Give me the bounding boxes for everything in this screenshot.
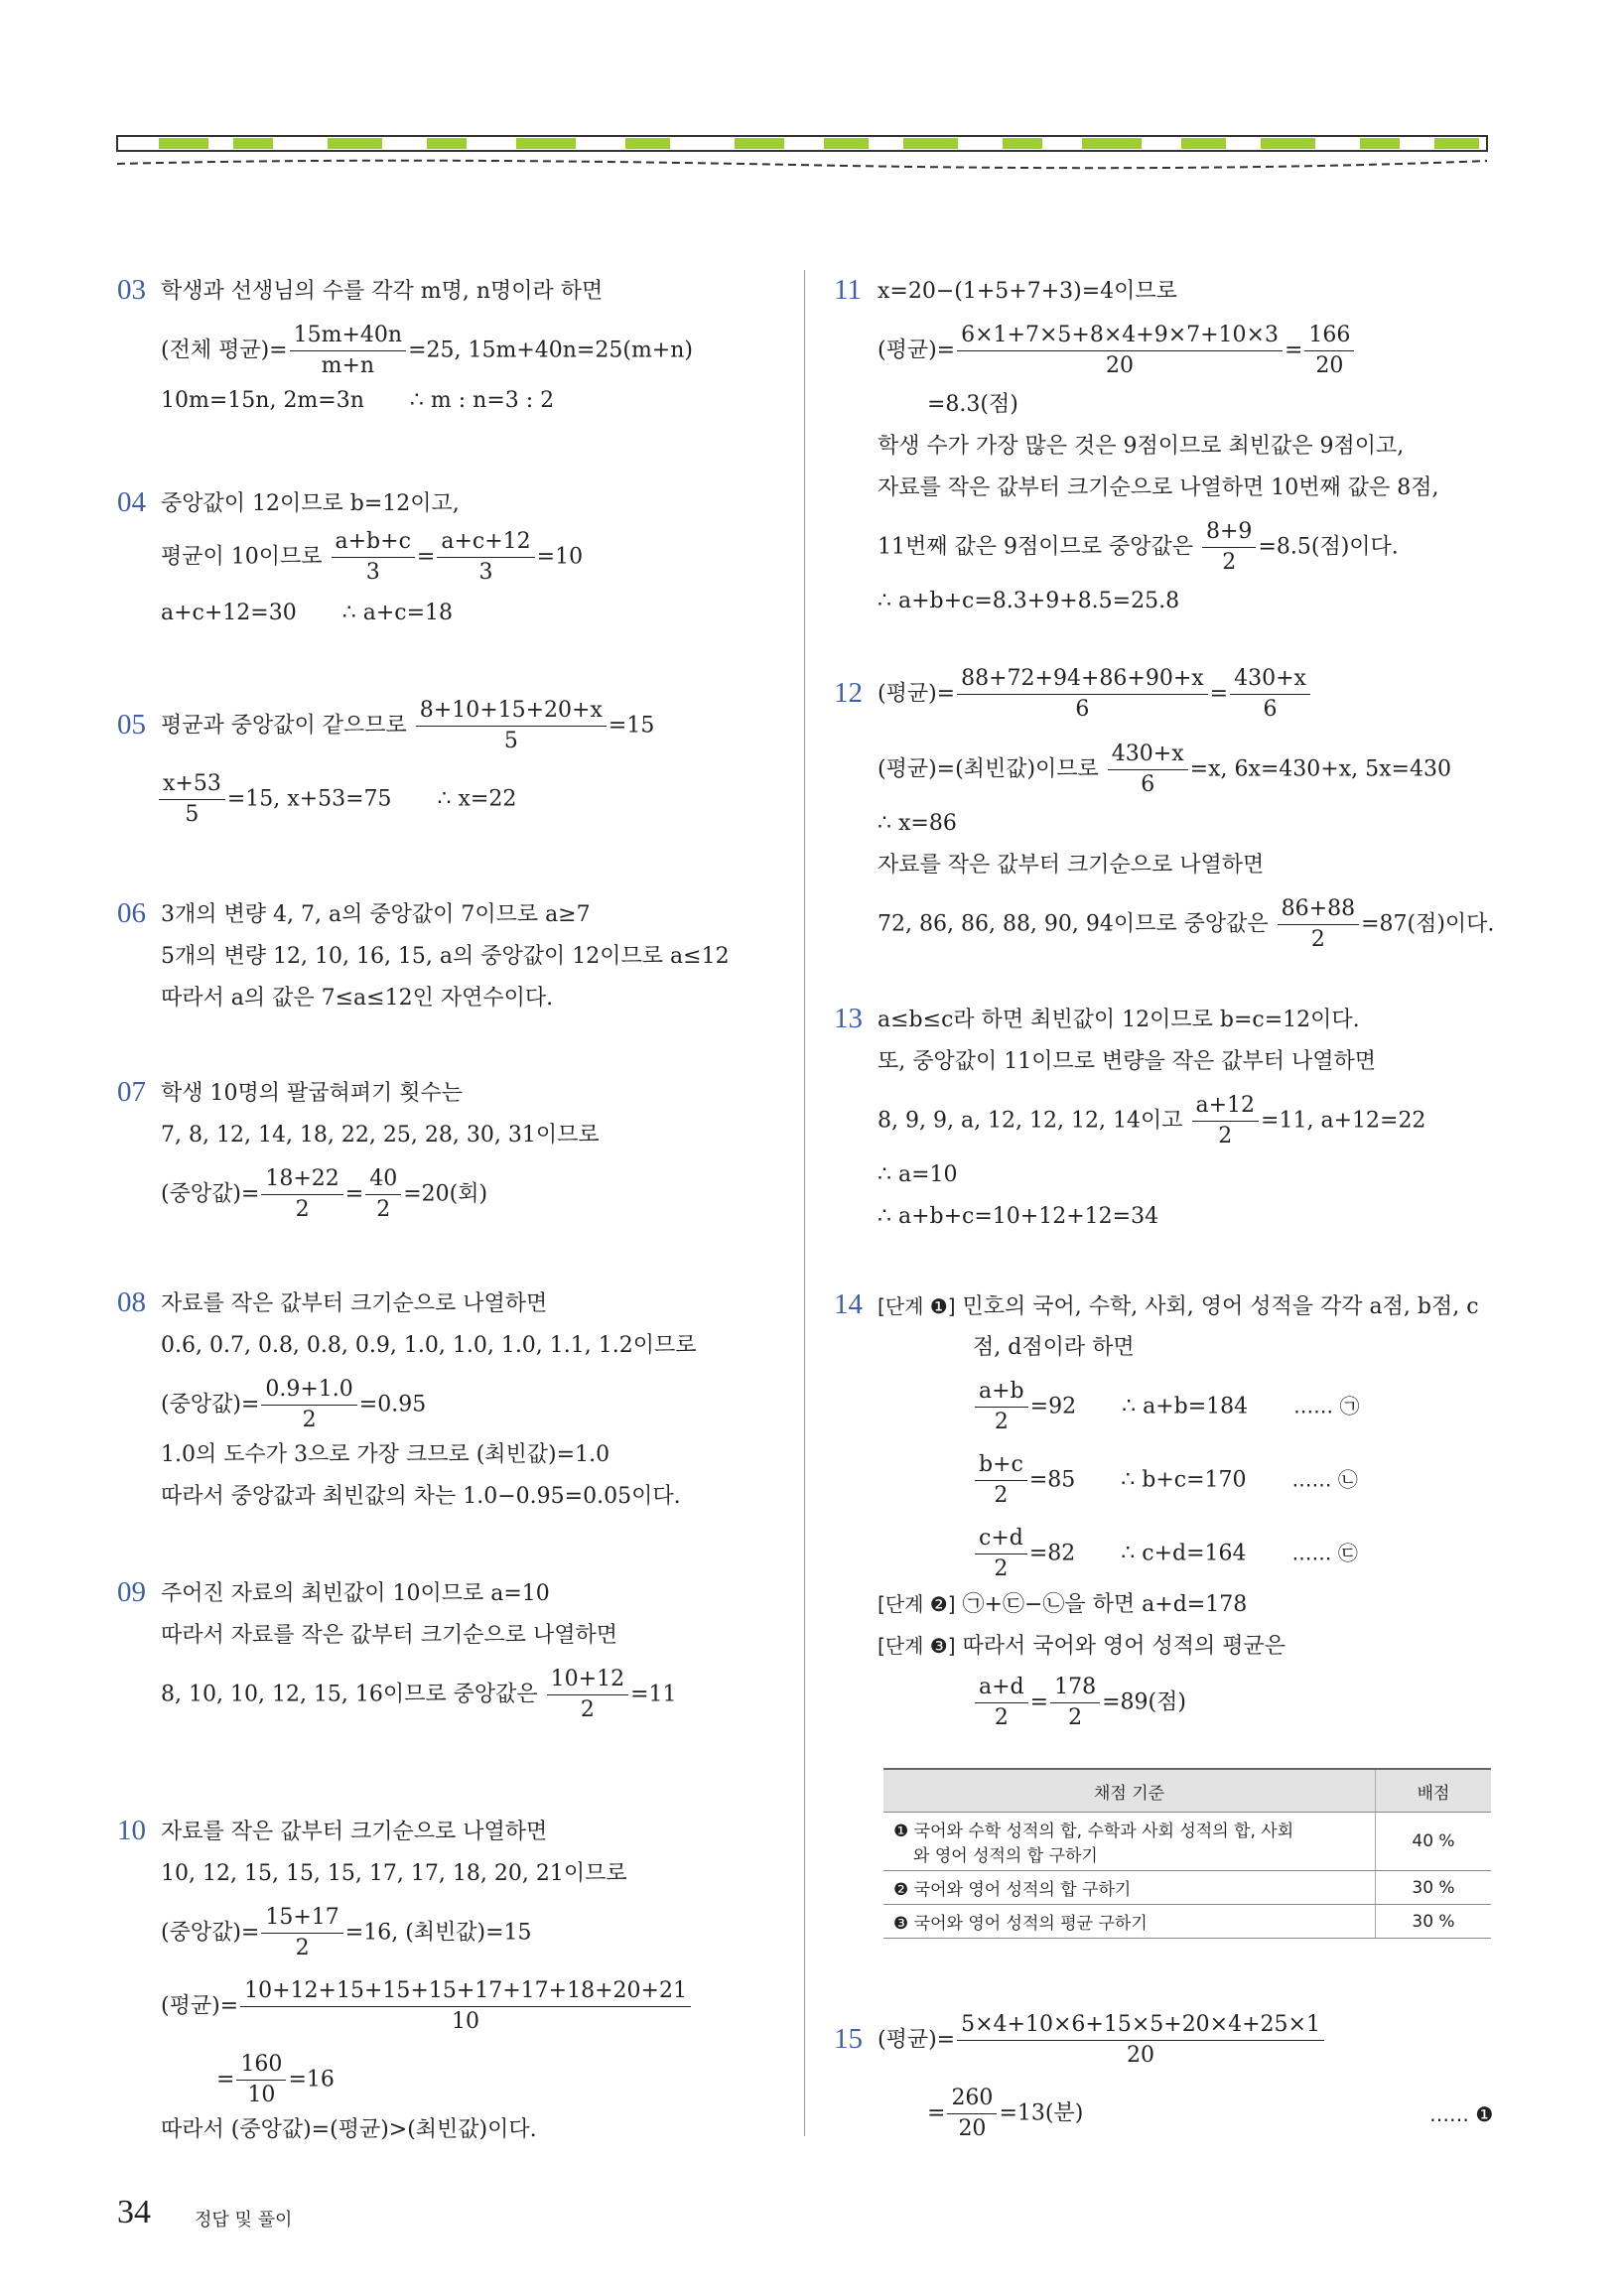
problem-number: 11	[834, 274, 862, 306]
solution-line: 학생과 선생님의 수를 각각 m명, n명이라 하면	[161, 279, 604, 304]
table-header-row	[883, 1769, 1491, 1813]
fraction: $\frac{430+x}{6}$	[1230, 665, 1310, 724]
fraction: $\frac{15m+40n}{m+n}$	[290, 322, 406, 380]
table-row	[883, 1871, 1491, 1905]
solution-line: 자료를 작은 값부터 크기순으로 나열하면 10번째 값은 8점,	[878, 475, 1439, 500]
problem-number: 14	[834, 1288, 863, 1320]
problem-number: 06	[117, 897, 146, 929]
table-row	[883, 1813, 1491, 1871]
solution-line: $\frac{a+b}{2}$ =92 ∴ a+b=184 …… ㉠	[973, 1378, 1360, 1436]
fraction: $\frac{430+x}{6}$	[1108, 741, 1188, 799]
solution-line: =8.3(점)	[927, 392, 1018, 417]
fraction: $\frac{10+12}{2}$	[547, 1666, 628, 1724]
problem-number: 13	[834, 1003, 863, 1034]
solution-line: (평균)= $\frac{10+12+15+15+15+17+17+18+20+21}{10}$	[161, 1977, 693, 2036]
solution-line: ∴ a=10	[878, 1162, 958, 1187]
solution-line: (전체 평균)= $\frac{15m+40n}{m+n}$ =25, 15m+40n=25(m+n)	[161, 323, 693, 378]
criteria-cell: ❶ 국어와 수학 성적의 합, 수학과 사회 성적의 합, 사회 와 영어 성적의 합 구하기	[883, 1813, 1376, 1871]
fraction: $\frac{x+53}{5}$	[159, 770, 225, 829]
solution-line: 10m=15n, 2m=3n ∴ m : n=3 : 2	[161, 388, 555, 413]
table-row	[883, 1905, 1491, 1939]
solution-line: 학생 수가 가장 많은 것은 9점이므로 최빈값은 9점이고,	[878, 434, 1405, 459]
criteria-cell: ❷ 국어와 영어 성적의 합 구하기	[883, 1871, 1376, 1905]
solution-line: [단계 ❷] ㉠+㉢−㉡을 하면 a+d=178	[878, 1592, 1248, 1617]
solution-line: $\frac{b+c}{2}$ =85 ∴ b+c=170 …… ㉡	[973, 1451, 1358, 1510]
step-label: [단계 ❸]	[878, 1634, 956, 1658]
problem-number: 12	[834, 677, 863, 709]
solution-line: (중앙값)= $\frac{18+22}{2}$ = $\frac{40}{2}$ =20(회)	[161, 1166, 488, 1222]
solution-line: 1.0의 도수가 3으로 가장 크므로 (최빈값)=1.0	[161, 1442, 610, 1467]
fraction: $\frac{8+9}{2}$	[1202, 518, 1256, 577]
solution-line: (평균)=(최빈값)이므로 $\frac{430+x}{6}$ =x, 6x=430+x, 5x=430	[878, 742, 1451, 797]
problem-number: 04	[117, 486, 146, 518]
fraction: $\frac{a+b+c}{3}$	[332, 528, 415, 587]
solution-line: 따라서 중앙값과 최빈값의 차는 1.0−0.95=0.05이다.	[161, 1484, 681, 1509]
fraction: $\frac{10+12+15+15+15+17+17+18+20+21}{10}$	[240, 1977, 691, 2036]
solution-line: 11번째 값은 9점이므로 중앙값은 $\frac{8+9}{2}$ =8.5(점)이다.	[878, 519, 1399, 575]
fraction: $\frac{a+12}{2}$	[1192, 1092, 1260, 1150]
solution-line: $\frac{x+53}{5}$ =15, x+53=75 ∴ x=22	[157, 770, 516, 829]
solution-line: 학생 10명의 팔굽혀펴기 횟수는	[161, 1081, 463, 1106]
fraction: $\frac{18+22}{2}$	[261, 1165, 342, 1224]
solution-line: [단계 ❸] 따라서 국어와 영어 성적의 평균은	[878, 1634, 1286, 1659]
fraction: $\frac{15+17}{2}$	[261, 1904, 342, 1962]
step-label: [단계 ❷]	[878, 1592, 956, 1616]
solution-line: 5개의 변량 12, 10, 16, 15, a의 중앙값이 12이므로 a≤12	[161, 944, 730, 969]
problem-number: 08	[117, 1286, 146, 1318]
points-cell: 40 %	[1376, 1813, 1492, 1871]
solution-line: 7, 8, 12, 14, 18, 22, 25, 28, 30, 31이므로	[161, 1123, 600, 1148]
solution-line: 8, 9, 9, a, 12, 12, 12, 14이고 $\frac{a+12}{2}$ =11, a+12=22	[878, 1093, 1426, 1148]
solution-line: 자료를 작은 값부터 크기순으로 나열하면	[878, 853, 1265, 878]
step-label: [단계 ❶]	[878, 1294, 956, 1318]
problem-number: 09	[117, 1576, 146, 1608]
fraction: $\frac{0.9+1.0}{2}$	[261, 1376, 356, 1434]
points-cell: 30 %	[1376, 1905, 1492, 1939]
solution-line: = $\frac{260}{20}$ =13(분)	[927, 2086, 1084, 2141]
fraction: $\frac{6\times 1+7\times 5+8\times 4+9\times 7+10\times 3}{20}$	[957, 322, 1283, 380]
solution-line: 자료를 작은 값부터 크기순으로 나열하면	[161, 1820, 548, 1844]
fraction: $\frac{40}{2}$	[365, 1165, 401, 1224]
points-header: 배점	[1376, 1769, 1492, 1813]
solution-line: (평균)= $\frac{88+72+94+86+90+x}{6}$ = $\frac{430+x}{6}$	[878, 665, 1312, 724]
criteria-header: 채점 기준	[883, 1769, 1376, 1813]
problem-number: 15	[834, 2023, 863, 2055]
header-decoration	[0, 0, 1624, 189]
fraction: $\frac{a+b}{2}$	[975, 1378, 1028, 1436]
problem-number: 10	[117, 1815, 146, 1846]
solution-line: (평균)= $\frac{5\times 4+10\times 6+15\times 5+20\times 4+25\times 1}{20}$	[878, 2011, 1326, 2070]
solution-line: 3개의 변량 4, 7, a의 중앙값이 7이므로 a≥7	[161, 902, 591, 927]
solution-line: (중앙값)= $\frac{15+17}{2}$ =16, (최빈값)=15	[161, 1905, 532, 1960]
points-cell: 30 %	[1376, 1871, 1492, 1905]
problem-number: 07	[117, 1076, 146, 1108]
solution-line: 72, 86, 86, 88, 90, 94이므로 중앙값은 $\frac{86+88}{2}$ =87(점)이다.	[878, 896, 1495, 952]
solution-line: 따라서 자료를 작은 값부터 크기순으로 나열하면	[161, 1623, 618, 1648]
fraction: $\frac{160}{10}$	[236, 2051, 286, 2109]
solution-line: 자료를 작은 값부터 크기순으로 나열하면	[161, 1291, 548, 1316]
solution-line: 평균이 10이므로 $\frac{a+b+c}{3}$ = $\frac{a+c+12}{3}$ =10	[161, 529, 584, 585]
fraction: $\frac{a+c+12}{3}$	[437, 528, 534, 587]
solution-line: x=20−(1+5+7+3)=4이므로	[878, 279, 1177, 304]
scoring-table	[883, 1768, 1491, 1939]
fraction: $\frac{5\times 4+10\times 6+15\times 5+20\times 4+25\times 1}{20}$	[957, 2011, 1324, 2070]
fraction: $\frac{260}{20}$	[947, 2085, 997, 2143]
page-number: 34	[117, 2194, 151, 2230]
solution-line: a≤b≤c라 하면 최빈값이 12이므로 b=c=12이다.	[878, 1008, 1360, 1032]
solution-line: 평균과 중앙값이 같으므로 $\frac{8+10+15+20+x}{5}$ =15	[161, 698, 655, 753]
solution-line: 주어진 자료의 최빈값이 10이므로 a=10	[161, 1581, 550, 1606]
fraction: $\frac{88+72+94+86+90+x}{6}$	[957, 665, 1208, 724]
fraction: $\frac{166}{20}$	[1304, 322, 1354, 380]
column-divider	[804, 270, 805, 2136]
solution-line: = $\frac{160}{10}$ =16	[216, 2052, 335, 2107]
solution-line: 중앙값이 12이므로 b=12이고,	[161, 491, 460, 516]
fraction: $\frac{178}{2}$	[1050, 1674, 1100, 1732]
solution-line: ∴ x=86	[878, 811, 957, 836]
score-mark: …… ❶	[1429, 2102, 1494, 2126]
solution-line: ∴ a+b+c=8.3+9+8.5=25.8	[878, 589, 1180, 613]
solution-line: 따라서 (중앙값)=(평균)>(최빈값)이다.	[161, 2117, 537, 2142]
criteria-cell: ❸ 국어와 영어 성적의 평균 구하기	[883, 1905, 1376, 1939]
problem-number: 05	[117, 709, 146, 741]
fraction: $\frac{8+10+15+20+x}{5}$	[416, 697, 607, 755]
solution-line: a+c+12=30 ∴ a+c=18	[161, 601, 454, 625]
footer-label: 정답 및 풀이	[195, 2210, 293, 2230]
solution-line: 점, d점이라 하면	[973, 1335, 1135, 1360]
fraction: $\frac{a+d}{2}$	[975, 1674, 1028, 1732]
solution-line: [단계 ❶] 민호의 국어, 수학, 사회, 영어 성적을 각각 a점, b점, c	[878, 1294, 1479, 1319]
fraction: $\frac{86+88}{2}$	[1278, 895, 1359, 954]
solution-line: (중앙값)= $\frac{0.9+1.0}{2}$ =0.95	[161, 1377, 427, 1432]
solution-line: 따라서 a의 값은 7≤a≤12인 자연수이다.	[161, 986, 554, 1011]
solution-line: 10, 12, 15, 15, 15, 17, 17, 18, 20, 21이므로	[161, 1861, 627, 1886]
solution-line: 또, 중앙값이 11이므로 변량을 작은 값부터 나열하면	[878, 1049, 1376, 1074]
solution-line: $\frac{a+d}{2}$ = $\frac{178}{2}$ =89(점)	[973, 1674, 1186, 1732]
solution-line: $\frac{c+d}{2}$ =82 ∴ c+d=164 …… ㉢	[973, 1525, 1358, 1583]
solution-line: 0.6, 0.7, 0.8, 0.8, 0.9, 1.0, 1.0, 1.0, 1.1, 1.2이므로	[161, 1333, 697, 1358]
fraction: $\frac{b+c}{2}$	[975, 1451, 1027, 1510]
fraction: $\frac{c+d}{2}$	[975, 1525, 1027, 1583]
solution-line: ∴ a+b+c=10+12+12=34	[878, 1204, 1159, 1229]
solution-line: (평균)= $\frac{6\times 1+7\times 5+8\times 4+9\times 7+10\times 3}{20}$ = $\frac{166}{20}$	[878, 322, 1356, 380]
problem-number: 03	[117, 274, 146, 306]
solution-line: 8, 10, 10, 12, 15, 16이므로 중앙값은 $\frac{10+12}{2}$ =11	[161, 1667, 677, 1722]
